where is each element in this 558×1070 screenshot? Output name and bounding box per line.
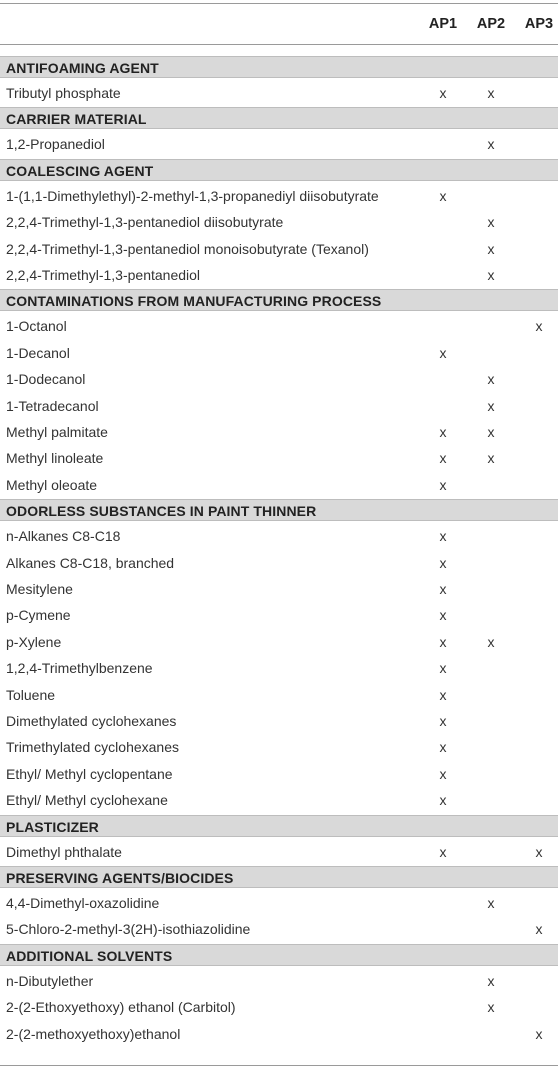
column-header-ap2: AP2: [476, 16, 506, 32]
table-row: [0, 968, 558, 994]
table-row: [0, 209, 558, 235]
presence-mark-ap2: x: [487, 267, 495, 283]
table-row: [0, 183, 558, 209]
table-row: [0, 708, 558, 734]
presence-mark-ap2: x: [487, 424, 495, 440]
section-header: ANTIFOAMING AGENT: [0, 56, 558, 78]
presence-mark-ap3: x: [535, 844, 543, 860]
substance-name: 1-Tetradecanol: [6, 398, 99, 414]
substance-name: Methyl linoleate: [6, 450, 104, 466]
presence-mark-ap2: x: [487, 973, 495, 989]
substance-name: 2-(2-methoxyethoxy)ethanol: [6, 1026, 181, 1042]
substance-name: Dimethylated cyclohexanes: [6, 713, 177, 729]
table-row: [0, 131, 558, 157]
substance-name: p-Cymene: [6, 607, 71, 623]
substance-name: n-Dibutylether: [6, 973, 94, 989]
table-row: [0, 262, 558, 288]
presence-mark-ap2: x: [487, 895, 495, 911]
presence-mark-ap1: x: [439, 766, 447, 782]
table-bottom-rule: [0, 1065, 558, 1066]
substance-name: Methyl oleoate: [6, 477, 98, 493]
presence-mark-ap2: x: [487, 634, 495, 650]
presence-mark-ap1: x: [439, 345, 447, 361]
table-row: [0, 916, 558, 942]
table-row: [0, 890, 558, 916]
substance-name: Ethyl/ Methyl cyclohexane: [6, 792, 168, 808]
presence-mark-ap2: x: [487, 214, 495, 230]
presence-mark-ap2: x: [487, 999, 495, 1015]
table-row: [0, 576, 558, 602]
substance-name: Ethyl/ Methyl cyclopentane: [6, 766, 173, 782]
presence-mark-ap1: x: [439, 660, 447, 676]
table-row: [0, 393, 558, 419]
table-row: [0, 682, 558, 708]
table-row: [0, 523, 558, 549]
table-row: [0, 761, 558, 787]
section-header: CONTAMINATIONS FROM MANUFACTURING PROCESS: [0, 289, 558, 311]
substance-name: Dimethyl phthalate: [6, 844, 122, 860]
presence-mark-ap2: x: [487, 241, 495, 257]
table-row: [0, 80, 558, 106]
substance-name: Trimethylated cyclohexanes: [6, 739, 180, 755]
presence-mark-ap1: x: [439, 607, 447, 623]
section-header: CARRIER MATERIAL: [0, 107, 558, 129]
substance-name: Methyl palmitate: [6, 424, 108, 440]
table-row: [0, 419, 558, 445]
presence-mark-ap3: x: [535, 921, 543, 937]
presence-mark-ap1: x: [439, 188, 447, 204]
presence-mark-ap1: x: [439, 634, 447, 650]
section-header: COALESCING AGENT: [0, 159, 558, 181]
table-row: [0, 472, 558, 498]
substance-name: 1-Decanol: [6, 345, 70, 361]
table-row: [0, 366, 558, 392]
table-row: [0, 550, 558, 576]
section-header: PRESERVING AGENTS/BIOCIDES: [0, 866, 558, 888]
table-row: [0, 236, 558, 262]
section-header: ODORLESS SUBSTANCES IN PAINT THINNER: [0, 499, 558, 521]
presence-mark-ap2: x: [487, 136, 495, 152]
presence-mark-ap3: x: [535, 1026, 543, 1042]
column-header-ap3: AP3: [524, 16, 554, 32]
presence-mark-ap2: x: [487, 371, 495, 387]
presence-mark-ap2: x: [487, 398, 495, 414]
presence-mark-ap1: x: [439, 581, 447, 597]
presence-mark-ap1: x: [439, 424, 447, 440]
presence-mark-ap1: x: [439, 792, 447, 808]
substance-name: Alkanes C8-C18, branched: [6, 555, 175, 571]
table-row: [0, 602, 558, 628]
table-row: [0, 445, 558, 471]
substance-name: 2,2,4-Trimethyl-1,3-pentanediol monoisobutyrate (Texanol): [6, 241, 369, 257]
presence-mark-ap1: x: [439, 844, 447, 860]
presence-mark-ap1: x: [439, 85, 447, 101]
substance-name: Toluene: [6, 687, 56, 703]
substance-name: 2-(2-Ethoxyethoxy) ethanol (Carbitol): [6, 999, 236, 1015]
table-row: [0, 787, 558, 813]
table-row: [0, 994, 558, 1020]
section-header: PLASTICIZER: [0, 815, 558, 837]
substance-name: 2,2,4-Trimethyl-1,3-pentanediol: [6, 267, 201, 283]
substance-name: 5-Chloro-2-methyl-3(2H)-isothiazolidine: [6, 921, 251, 937]
table-row: [0, 340, 558, 366]
table-top-rule: [0, 3, 558, 4]
presence-mark-ap1: x: [439, 450, 447, 466]
substance-name: Mesitylene: [6, 581, 73, 597]
header-rule: [0, 44, 558, 45]
presence-mark-ap2: x: [487, 450, 495, 466]
table-row: [0, 1021, 558, 1047]
substance-name: 1-Octanol: [6, 318, 67, 334]
presence-mark-ap1: x: [439, 528, 447, 544]
substance-name: 1-(1,1-Dimethylethyl)-2-methyl-1,3-propanediyl diisobutyrate: [6, 188, 379, 204]
presence-mark-ap2: x: [487, 85, 495, 101]
presence-mark-ap3: x: [535, 318, 543, 334]
substance-name: 2,2,4-Trimethyl-1,3-pentanediol diisobutyrate: [6, 214, 284, 230]
table-row: [0, 629, 558, 655]
substance-name: Tributyl phosphate: [6, 85, 121, 101]
presence-mark-ap1: x: [439, 739, 447, 755]
table-row: [0, 839, 558, 865]
table-row: [0, 734, 558, 760]
presence-mark-ap1: x: [439, 713, 447, 729]
substance-name: 1,2,4-Trimethylbenzene: [6, 660, 153, 676]
section-header: ADDITIONAL SOLVENTS: [0, 944, 558, 966]
table-row: [0, 313, 558, 339]
substance-name: p-Xylene: [6, 634, 62, 650]
substance-name: 4,4-Dimethyl-oxazolidine: [6, 895, 160, 911]
substance-name: 1,2-Propanediol: [6, 136, 105, 152]
presence-mark-ap1: x: [439, 477, 447, 493]
presence-mark-ap1: x: [439, 687, 447, 703]
column-header-ap1: AP1: [428, 16, 458, 32]
substance-name: n-Alkanes C8-C18: [6, 528, 121, 544]
presence-mark-ap1: x: [439, 555, 447, 571]
table-row: [0, 655, 558, 681]
substance-name: 1-Dodecanol: [6, 371, 86, 387]
